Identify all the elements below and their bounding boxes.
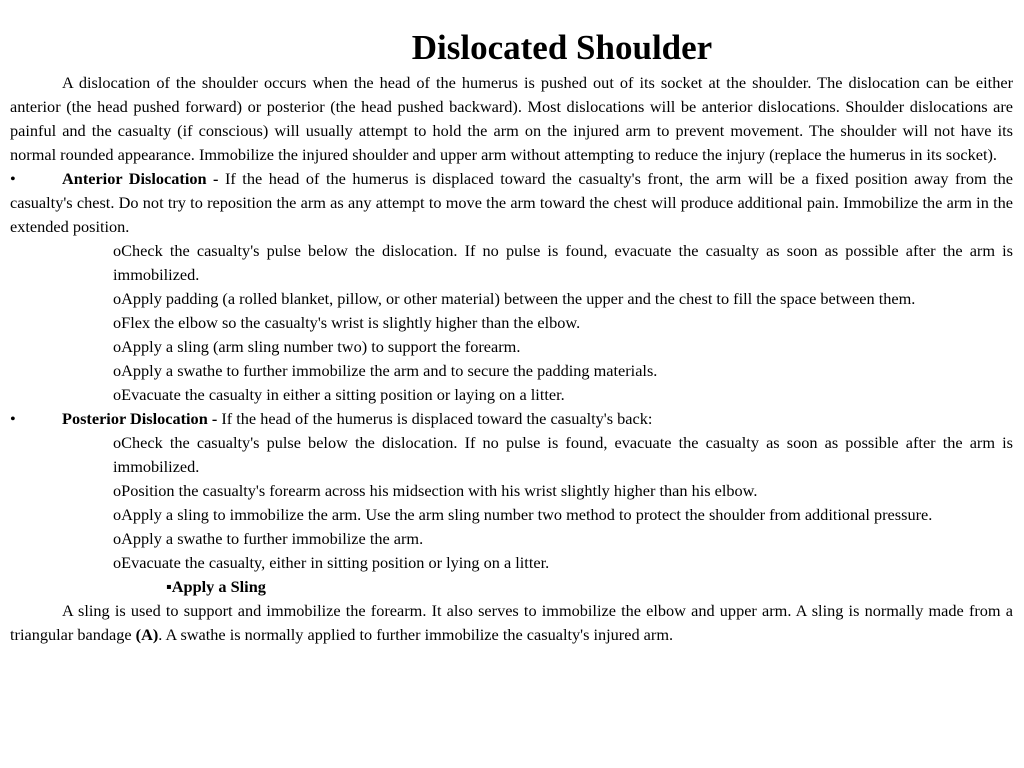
list-item bbox=[113, 551, 1013, 575]
sub-bullet-marker: o bbox=[113, 361, 122, 380]
list-item-text: Check the casualty's pulse below the dislocation. If no pulse is found, evacuate the casualty as soon as possible after the arm is immobilized. bbox=[113, 241, 1013, 284]
list-item bbox=[113, 239, 1013, 287]
sub-bullet-marker: o bbox=[113, 385, 122, 404]
list-item bbox=[113, 311, 1013, 335]
list-item bbox=[113, 431, 1013, 479]
list-item-text: Apply a swathe to further immobilize the arm and to secure the padding materials. bbox=[121, 361, 658, 380]
list-item-text: Position the casualty's forearm across his midsection with his wrist slightly higher than his elbow. bbox=[121, 481, 758, 500]
anterior-section bbox=[10, 167, 1013, 239]
list-item bbox=[113, 503, 1013, 527]
apply-sling-label: Apply a Sling bbox=[171, 577, 266, 596]
sub-bullet-marker: o bbox=[113, 505, 122, 524]
list-item bbox=[113, 479, 1013, 503]
list-item bbox=[113, 527, 1013, 551]
list-item-text: Apply a sling to immobilize the arm. Use the arm sling number two method to protect the shoulder from additional pressure. bbox=[121, 505, 933, 524]
posterior-text: If the head of the humerus is displaced toward the casualty's back: bbox=[217, 409, 653, 428]
sub-bullet-marker: o bbox=[113, 289, 122, 308]
list-item-text: Evacuate the casualty in either a sitting position or laying on a litter. bbox=[121, 385, 565, 404]
list-item bbox=[113, 335, 1013, 359]
apply-sling-heading bbox=[166, 575, 1013, 599]
document-body bbox=[10, 71, 1013, 647]
posterior-section bbox=[10, 407, 1013, 431]
anterior-heading: Anterior Dislocation - bbox=[62, 169, 219, 188]
bullet-marker: • bbox=[10, 169, 16, 188]
list-item-text: Apply a swathe to further immobilize the arm. bbox=[121, 529, 424, 548]
anterior-text: If the head of the humerus is displaced toward the casualty's front, the arm will be a fixed position away from the casualty's chest. Do not try to reposition the arm as any attempt to move the arm toward the chest will produce additional pain. Immobilize the arm in the extended position. bbox=[10, 169, 1014, 236]
sub-bullet-marker: o bbox=[113, 337, 122, 356]
sling-text-after: . A swathe is normally applied to further immobilize the casualty's injured arm. bbox=[158, 625, 674, 644]
list-item-text: Check the casualty's pulse below the dislocation. If no pulse is found, evacuate the casualty as soon as possible after the arm is immobilized. bbox=[113, 433, 1013, 476]
sub-bullet-marker: o bbox=[113, 553, 122, 572]
list-item-text: Evacuate the casualty, either in sitting position or lying on a litter. bbox=[121, 553, 550, 572]
sub-bullet-marker: o bbox=[113, 481, 122, 500]
page-title: Dislocated Shoulder bbox=[411, 28, 713, 67]
list-item-text: Apply padding (a rolled blanket, pillow, or other material) between the upper and the chest to fill the space between them. bbox=[121, 289, 916, 308]
sub-bullet-marker: o bbox=[113, 313, 122, 332]
sling-text-before: A sling is used to support and immobilize the forearm. It also serves to immobilize the elbow and upper arm. A sling is normally made from a triangular bandage bbox=[10, 601, 1013, 644]
list-item-text: Flex the elbow so the casualty's wrist is slightly higher than the elbow. bbox=[121, 313, 581, 332]
list-item bbox=[113, 359, 1013, 383]
intro-paragraph: A dislocation of the shoulder occurs when the head of the humerus is pushed out of its socket at the shoulder. The dislocation can be either anterior (the head pushed forward) or posterior (the head pushed backward). Most dislocations will be anterior dislocations. Shoulder dislocations are painful and the casualty (if conscious) will usually attempt to hold the arm on the injured arm to prevent movement. The shoulder will not have its normal rounded appearance. Immobilize the injured shoulder and upper arm without attempting to reduce the injury (replace the humerus in its socket). bbox=[10, 73, 1013, 164]
list-item bbox=[113, 287, 1013, 311]
posterior-heading: Posterior Dislocation - bbox=[62, 409, 218, 428]
sub-bullet-marker: o bbox=[113, 433, 122, 452]
bullet-marker: • bbox=[10, 409, 16, 428]
sub-bullet-marker: o bbox=[113, 529, 122, 548]
list-item bbox=[113, 383, 1013, 407]
sub-bullet-marker: o bbox=[113, 241, 122, 260]
figure-reference: (A) bbox=[135, 625, 159, 644]
list-item-text: Apply a sling (arm sling number two) to support the forearm. bbox=[121, 337, 521, 356]
square-bullet-marker: ▪ bbox=[166, 577, 172, 596]
sling-paragraph bbox=[10, 599, 1013, 647]
